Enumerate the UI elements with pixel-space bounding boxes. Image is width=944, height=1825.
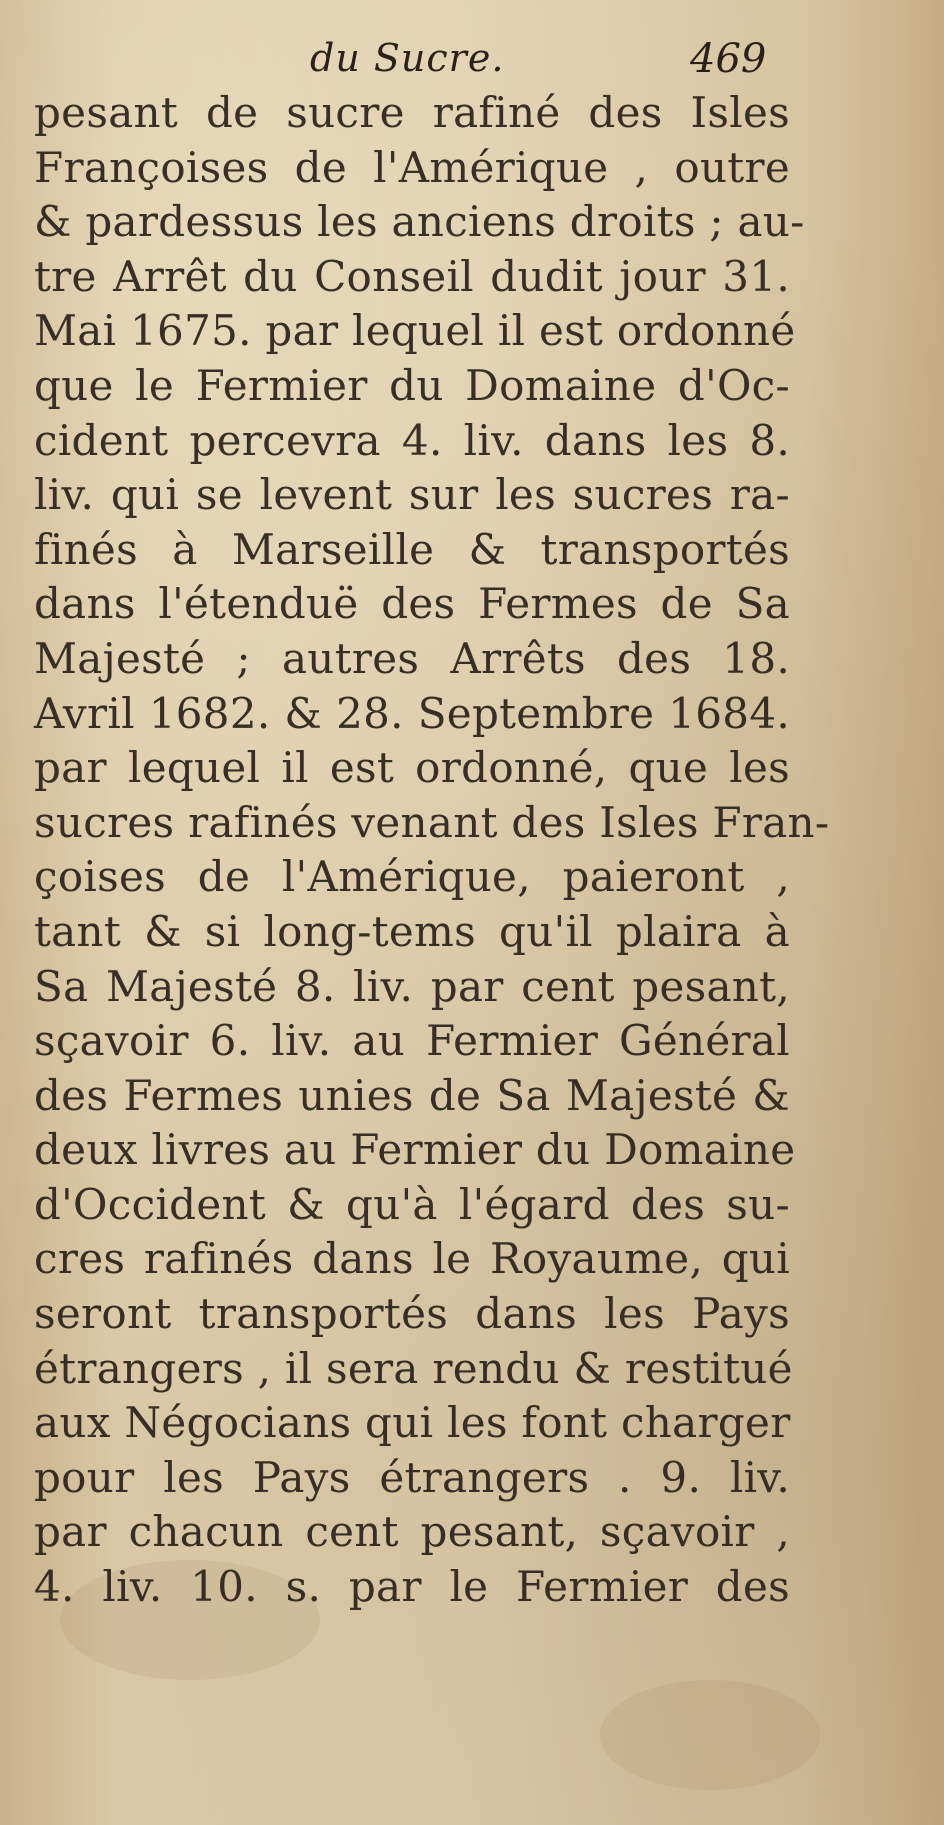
text-line: aux Négocians qui les font charger bbox=[34, 1398, 791, 1448]
text-line: des Fermes unies de Sa Majesté & bbox=[34, 1070, 790, 1120]
text-line: 4. liv. 10. s. par le Fermier des bbox=[34, 1562, 790, 1612]
text-line: sçavoir 6. liv. au Fermier Général bbox=[34, 1016, 790, 1066]
text-line: cres rafinés dans le Royaume, qui bbox=[34, 1234, 790, 1284]
text-line: sucres rafinés venant des Isles Fran- bbox=[34, 797, 830, 847]
text-line: & pardessus les anciens droits ; au- bbox=[34, 197, 805, 247]
text-line: cident percevra 4. liv. dans les 8. bbox=[34, 415, 790, 465]
blank-margin bbox=[0, 1600, 944, 1825]
text-line: Mai 1675. par lequel il est ordonné bbox=[34, 306, 796, 356]
text-line: Françoises de l'Amérique , outre bbox=[34, 142, 790, 192]
text-line: seront transportés dans les Pays bbox=[34, 1289, 790, 1339]
page-number: 469 bbox=[690, 36, 767, 82]
text-line: par lequel il est ordonné, que les bbox=[34, 743, 790, 793]
text-line: finés à Marseille & transportés bbox=[34, 524, 790, 574]
text-line: Avril 1682. & 28. Septembre 1684. bbox=[34, 688, 790, 738]
text-line: Sa Majesté 8. liv. par cent pesant, bbox=[34, 961, 790, 1011]
text-line: dans l'étenduë des Fermes de Sa bbox=[34, 579, 790, 629]
text-line: Majesté ; autres Arrêts des 18. bbox=[34, 633, 790, 683]
text-line: çoises de l'Amérique, paieront , bbox=[34, 852, 790, 902]
text-line: étrangers , il sera rendu & restitué bbox=[34, 1343, 793, 1393]
running-title: du Sucre. bbox=[310, 36, 505, 80]
text-line: pesant de sucre rafiné des Isles bbox=[34, 88, 790, 137]
text-line: deux livres au Fermier du Domaine bbox=[34, 1125, 796, 1175]
text-line: liv. qui se levent sur les sucres ra- bbox=[34, 470, 790, 520]
text-line: tant & si long-tems qu'il plaira à bbox=[34, 906, 790, 956]
text-line: par chacun cent pesant, sçavoir , bbox=[34, 1507, 790, 1557]
body-text bbox=[34, 86, 830, 1615]
text-line: d'Occident & qu'à l'égard des su- bbox=[34, 1179, 790, 1229]
text-line: que le Fermier du Domaine d'Oc- bbox=[34, 360, 790, 410]
text-line: tre Arrêt du Conseil dudit jour 31. bbox=[34, 251, 790, 301]
text-line: pour les Pays étrangers . 9. liv. bbox=[34, 1452, 790, 1502]
